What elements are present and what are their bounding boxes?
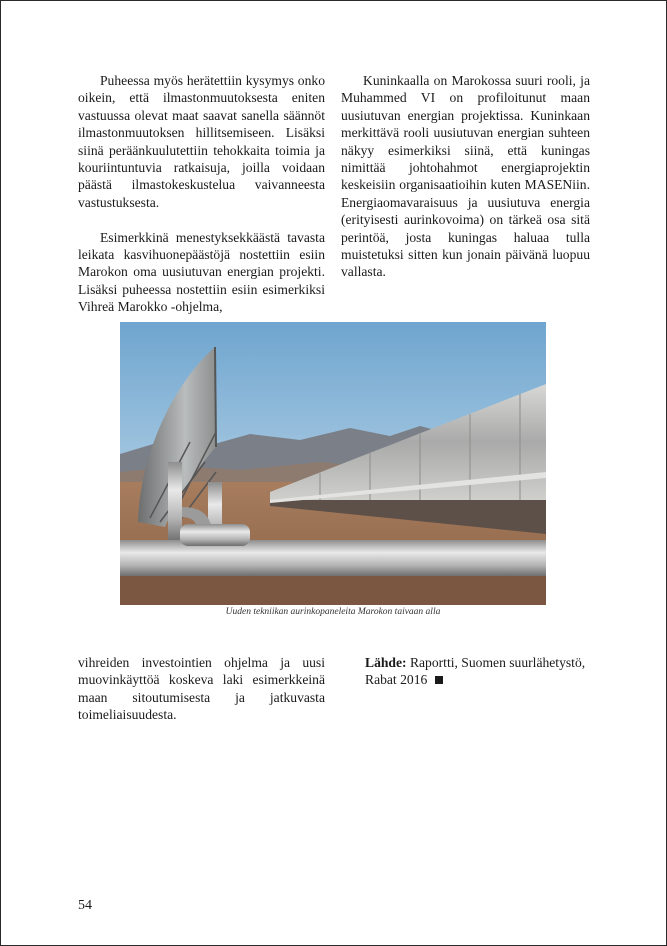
paragraph: vihreiden investointien ohjelma ja uusi muovinkäyttöä koskeva laki esimerkkeinä maan sitoutumisesta ja jatkuvasta toimeliaisuudesta. xyxy=(78,655,325,723)
source-label: Lähde: xyxy=(365,655,407,670)
source-note xyxy=(365,654,590,689)
page-number: 54 xyxy=(78,898,92,913)
column-bottom-right xyxy=(365,654,590,689)
column-bottom-left xyxy=(78,654,325,724)
photo-caption: Uuden tekniikan aurinkopaneleita Marokon taivaan alla xyxy=(225,607,441,617)
paragraph: Esimerkkinä menestyksekkäästä tavasta leikata kasvihuonepäästöjä nostettiin esiin Marokon oma uusiutuvan energian projekti. Lisäksi puheessa nostettiin esiin esimerkiksi Vihreä Marokko -ohjelma, xyxy=(78,229,325,315)
column-top-right xyxy=(341,72,590,281)
paragraph: Puheessa myös herätettiin kysymys onko oikein, että ilmastonmuutoksesta eniten vastuussa olevat maat saavat sanella säännöt ilmastonmuutoksen hillitsemiseen. Lisäksi siinä peräänkuulutettiin tehokkaita toimia ja kouriintuntuvia ratkaisuja, joilla voidaan päästä ilmastokeskustelua vaivanneesta vastustuksesta. xyxy=(78,73,325,210)
end-mark-icon xyxy=(435,676,443,684)
solar-panels-photo xyxy=(120,322,546,605)
paragraph: Kuninkaalla on Marokossa suuri rooli, ja Muhammed VI on profiloitunut maan uusiutuvan energian projektissa. Kuninkaan merkittävä rooli uusiutuvan energian suhteen näkyy esimerkiksi siinä, että kuningas nimittää johtohahmot energiaprojektin keskeisiin organisaatioihin kuten MASENiin. Energiaomavaraisuus ja uusiutuva energia (erityisesti aurinkovoima) on tärkeä osa sitä perintöä, josta kuningas haluaa tulla muistetuksi sitten kun jonain päivänä luopuu vallasta. xyxy=(341,73,590,280)
source-text: Raportti, Suomen suurlähetystö, Rabat 2016 xyxy=(365,655,586,688)
column-top-left xyxy=(78,72,325,316)
